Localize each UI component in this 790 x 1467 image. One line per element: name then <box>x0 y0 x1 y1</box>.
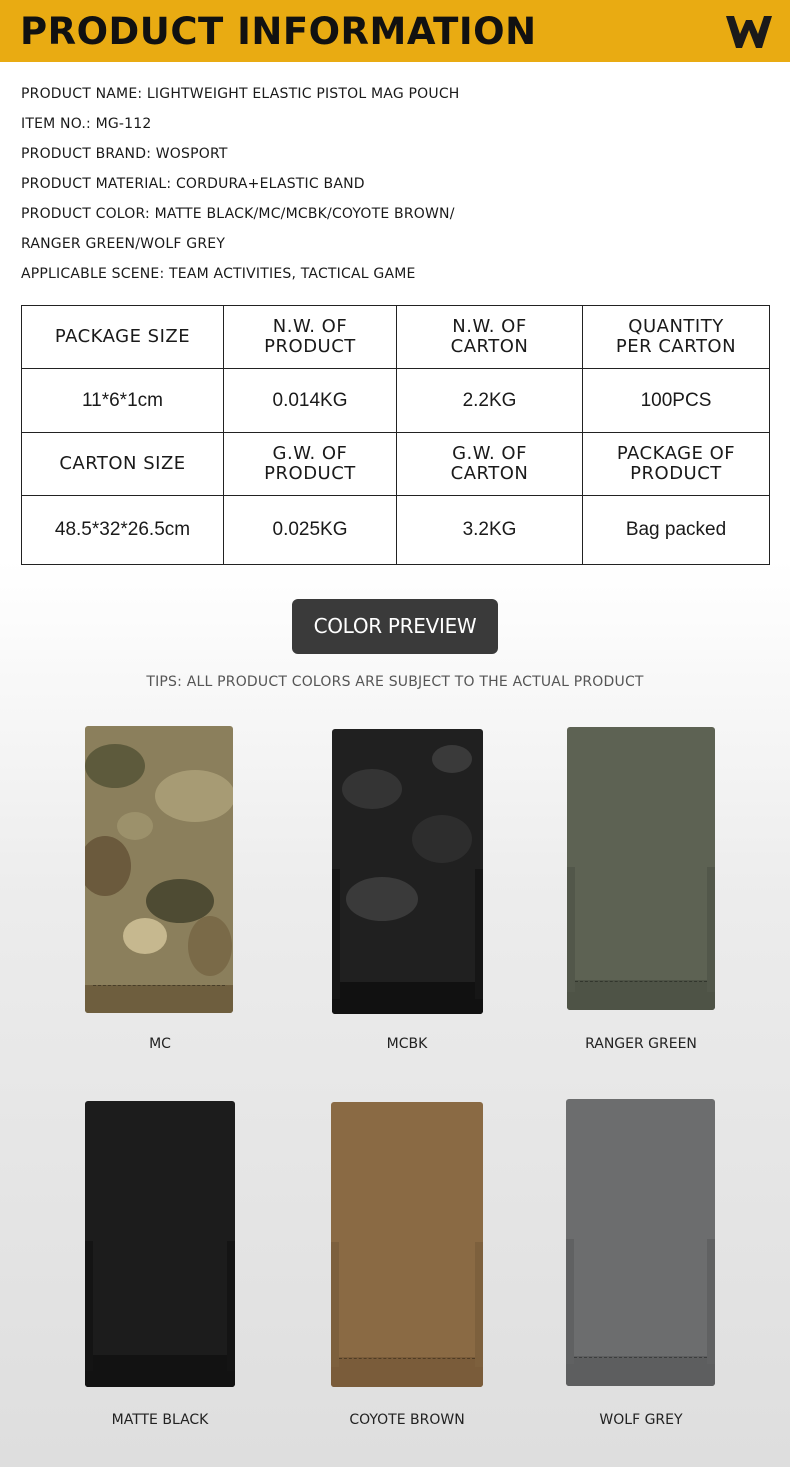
side-tab <box>567 867 575 992</box>
elastic-band <box>566 1356 715 1386</box>
package-size-header: PACKAGE SIZE <box>54 326 191 347</box>
swatch-label-mcbk: MCBK <box>386 1036 428 1052</box>
elastic-band <box>85 985 233 1013</box>
pouch-image-mcbk <box>332 729 483 1014</box>
side-tab <box>475 1242 483 1367</box>
elastic-band <box>85 1355 235 1387</box>
nw-carton-header: N.W. OF CARTON <box>450 316 529 357</box>
nw-carton-value: 2.2KG <box>397 369 583 433</box>
table-header-cell <box>22 306 224 369</box>
table-row <box>22 433 770 496</box>
gw-product-value: 0.025KG <box>224 496 397 565</box>
side-tab <box>475 869 483 999</box>
elastic-band <box>331 1357 483 1387</box>
gw-carton-value: 3.2KG <box>397 496 583 565</box>
product-color: PRODUCT COLOR: MATTE BLACK/MC/MCBK/COYOTE BROWN/ <box>21 206 455 222</box>
package-value: Bag packed <box>583 496 770 565</box>
applicable-scene: APPLICABLE SCENE: TEAM ACTIVITIES, TACTICAL GAME <box>21 266 416 282</box>
side-tab <box>331 1242 339 1367</box>
product-brand: PRODUCT BRAND: WOSPORT <box>21 146 228 162</box>
quantity-value: 100PCS <box>583 369 770 433</box>
gw-carton-header: G.W. OF CARTON <box>450 443 529 484</box>
item-number: ITEM NO.: MG-112 <box>21 116 152 132</box>
table-header-cell <box>583 306 770 369</box>
wosport-logo-icon <box>724 12 774 52</box>
side-tab <box>707 867 715 992</box>
product-name: PRODUCT NAME: LIGHTWEIGHT ELASTIC PISTOL MAG POUCH <box>21 86 460 102</box>
table-header-cell <box>583 433 770 496</box>
pouch-image-coyote-brown <box>331 1102 483 1387</box>
side-tab <box>566 1239 574 1364</box>
pouch-image-wolf-grey <box>566 1099 715 1386</box>
swatch-label-mc: MC <box>149 1036 171 1052</box>
side-tab <box>227 1241 235 1371</box>
table-row <box>22 496 770 565</box>
swatch-label-ranger-green: RANGER GREEN <box>585 1036 697 1052</box>
swatch-label-coyote-brown: COYOTE BROWN <box>349 1412 465 1428</box>
stitch-line <box>93 985 225 986</box>
table-header-cell <box>224 306 397 369</box>
elastic-band <box>332 982 483 1014</box>
stitch-line <box>575 981 707 982</box>
table-header-cell <box>22 433 224 496</box>
multicam-black-pattern <box>332 729 483 1014</box>
side-tab <box>85 1241 93 1371</box>
table-row <box>22 369 770 433</box>
pouch-image-mc <box>85 726 233 1013</box>
package-of-product-header: PACKAGE OF PRODUCT <box>616 443 736 484</box>
pouch-image-ranger-green <box>567 727 715 1010</box>
product-info-list <box>21 82 460 292</box>
side-tab <box>332 869 340 999</box>
header-bar <box>0 0 790 62</box>
carton-size-value: 48.5*32*26.5cm <box>22 496 224 565</box>
multicam-pattern <box>85 726 233 1013</box>
pouch-image-matte-black <box>85 1101 235 1387</box>
page-title: PRODUCT INFORMATION <box>20 10 537 53</box>
table-header-cell <box>397 433 583 496</box>
table-row <box>22 306 770 369</box>
table-header-cell <box>397 306 583 369</box>
nw-product-header: N.W. OF PRODUCT <box>264 316 356 357</box>
swatch-label-matte-black: MATTE BLACK <box>111 1412 209 1428</box>
product-material: PRODUCT MATERIAL: CORDURA+ELASTIC BAND <box>21 176 365 192</box>
swatch-label-wolf-grey: WOLF GREY <box>599 1412 683 1428</box>
product-color-continued: RANGER GREEN/WOLF GREY <box>21 236 226 252</box>
side-tab <box>707 1239 715 1364</box>
stitch-line <box>574 1357 707 1358</box>
package-size-value: 11*6*1cm <box>22 369 224 433</box>
quantity-header: QUANTITY PER CARTON <box>615 316 737 357</box>
carton-size-header: CARTON SIZE <box>59 453 186 474</box>
nw-product-value: 0.014KG <box>224 369 397 433</box>
color-preview-button[interactable]: COLOR PREVIEW <box>292 599 498 654</box>
elastic-band <box>567 980 715 1010</box>
gw-product-header: G.W. OF PRODUCT <box>264 443 356 484</box>
spec-table <box>21 305 770 565</box>
table-header-cell <box>224 433 397 496</box>
stitch-line <box>339 1358 475 1359</box>
color-tips: TIPS: ALL PRODUCT COLORS ARE SUBJECT TO THE ACTUAL PRODUCT <box>146 674 644 690</box>
